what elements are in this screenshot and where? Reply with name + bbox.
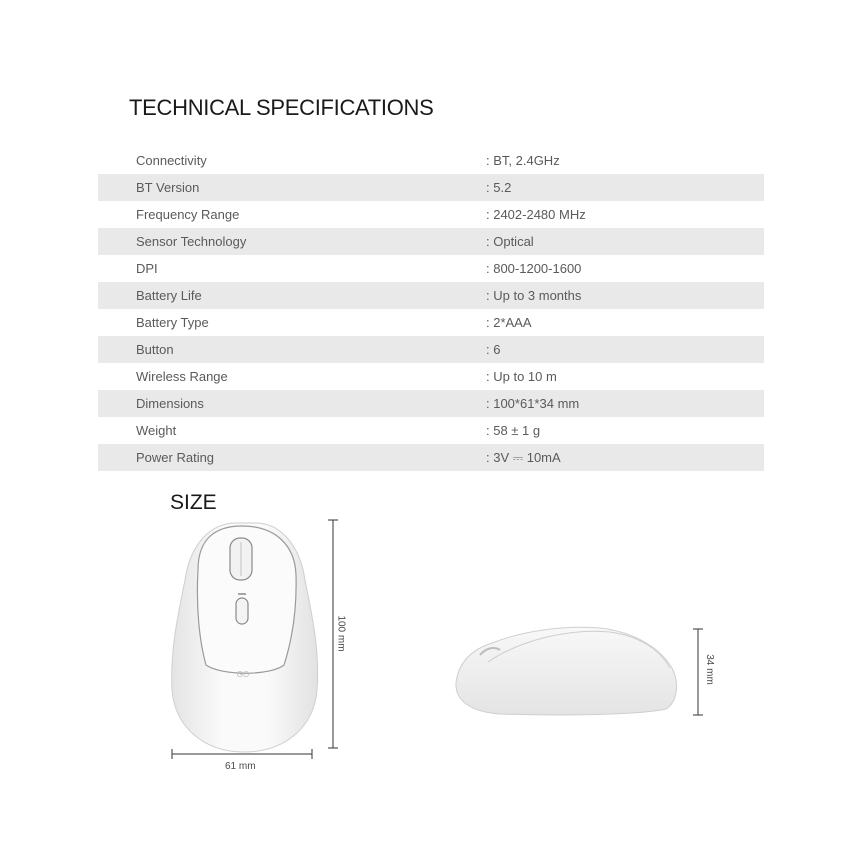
spec-label: BT Version — [136, 180, 200, 195]
spec-label: Dimensions — [136, 396, 204, 411]
spec-value: : Up to 10 m — [486, 369, 557, 384]
brand-logo: GO — [236, 670, 250, 679]
spec-label: Button — [136, 342, 174, 357]
page-title: TECHNICAL SPECIFICATIONS — [129, 95, 434, 120]
spec-value: : 2*AAA — [486, 315, 532, 330]
spec-label: Power Rating — [136, 450, 215, 465]
size-section-title: SIZE — [170, 491, 217, 514]
mouse-side-view-illustration — [456, 627, 677, 715]
spec-label: Sensor Technology — [136, 234, 247, 249]
spec-label: Battery Life — [136, 288, 202, 303]
length-dimension-label: 100 mm — [335, 615, 347, 652]
spec-label: Battery Type — [136, 315, 209, 330]
width-dimension-label: 61 mm — [225, 761, 256, 772]
spec-value: : Up to 3 months — [486, 288, 582, 303]
spec-label: Weight — [136, 423, 177, 438]
spec-value: : Optical — [486, 234, 534, 249]
dpi-button-icon — [236, 598, 248, 624]
spec-value: : 2402-2480 MHz — [486, 207, 586, 222]
spec-value: : BT, 2.4GHz — [486, 153, 560, 168]
spec-label: DPI — [136, 261, 158, 276]
spec-value: : 58 ± 1 g — [486, 423, 541, 438]
spec-label: Frequency Range — [136, 207, 240, 222]
spec-value: : 5.2 — [486, 180, 512, 195]
spec-value: : 800-1200-1600 — [486, 261, 582, 276]
spec-label: Connectivity — [136, 153, 207, 168]
spec-value: : 6 — [486, 342, 501, 357]
spec-label: Wireless Range — [136, 369, 228, 384]
spec-value: : 100*61*34 mm — [486, 396, 580, 411]
spec-value: : 3V ⎓ 10mA — [486, 450, 561, 465]
height-dimension-label: 34 mm — [703, 654, 715, 685]
